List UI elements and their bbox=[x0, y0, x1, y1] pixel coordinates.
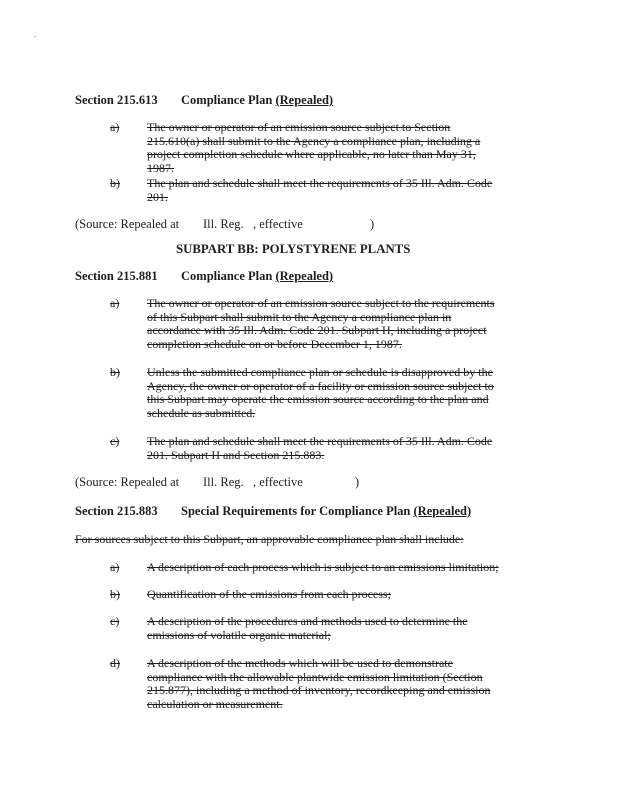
section-title bbox=[181, 504, 471, 519]
item-text: The plan and schedule shall meet the requirements of 35 Ill. Adm. Code 201. bbox=[147, 176, 493, 204]
item-label: c) bbox=[110, 614, 120, 628]
source-text: Repealed at bbox=[120, 475, 180, 489]
source-prefix: (Source: bbox=[75, 217, 118, 231]
item-label: b) bbox=[110, 365, 120, 379]
section-title-text: Special Requirements for Compliance Plan bbox=[181, 504, 411, 518]
section-status: (Repealed) bbox=[275, 269, 334, 283]
source-reg: Ill. Reg. bbox=[203, 217, 244, 231]
item-label: a) bbox=[110, 296, 120, 310]
source-close: ) bbox=[370, 217, 375, 231]
item-label: a) bbox=[110, 120, 120, 134]
source-text: Repealed at bbox=[120, 217, 180, 231]
source-note bbox=[75, 217, 179, 232]
source-reg: Ill. Reg. bbox=[203, 475, 244, 489]
item-text: A description of the procedures and methods used to determine the emissions of volatile organic material; bbox=[147, 614, 468, 642]
item-text: The plan and schedule shall meet the requirements of 35 Ill. Adm. Code 201. Subpart H and Section 215.883. bbox=[147, 434, 493, 462]
source-prefix: (Source: bbox=[75, 475, 118, 489]
section-number: Section 215.883 bbox=[75, 504, 158, 518]
section-title bbox=[181, 269, 333, 284]
item-label: d) bbox=[110, 656, 120, 670]
item-label: c) bbox=[110, 434, 120, 448]
item-text: A description of each process which is subject to an emissions limitation; bbox=[147, 560, 499, 574]
section-title bbox=[181, 93, 333, 108]
section-title-text: Compliance Plan bbox=[181, 269, 273, 283]
item-text: Quantification of the emissions from each process; bbox=[147, 587, 391, 601]
item-text: A description of the methods which will be used to demonstrate compliance with the allowable plantwide emission limitation (Section 215.877), including a method of inventory, recordkeeping and emission calculation or measurement. bbox=[147, 656, 491, 711]
section-status: (Repealed) bbox=[413, 504, 472, 518]
section-number: Section 215.881 bbox=[75, 269, 158, 283]
item-text: The owner or operator of an emission source subject to Section 215.610(a) shall submit to the Agency a compliance plan, including a project completion schedule where applicable, no later than May 31, 1987. bbox=[147, 120, 481, 175]
item-label: b) bbox=[110, 176, 120, 190]
item-text: The owner or operator of an emission source subject to the requirements of this Subpart shall submit to the Agency a compliance plan in accordance with 35 Ill. Adm. Code 201. Subpart H, including a project completion schedule on or before December 1, 1987. bbox=[147, 296, 495, 351]
subpart-heading: SUBPART BB: POLYSTYRENE PLANTS bbox=[176, 242, 411, 256]
item-label: a) bbox=[110, 560, 120, 574]
item-text: Unless the submitted compliance plan or schedule is disapproved by the Agency, the owner or operator of a facility or emission source subject to this Subpart may operate the emission source according to the plan and schedule as submitted. bbox=[147, 365, 494, 420]
source-note bbox=[75, 475, 179, 490]
source-effective: , effective bbox=[253, 475, 303, 489]
section-status: (Repealed) bbox=[275, 93, 334, 107]
section-number: Section 215.613 bbox=[75, 93, 158, 107]
section-title-text: Compliance Plan bbox=[181, 93, 273, 107]
item-label: b) bbox=[110, 587, 120, 601]
source-close: ) bbox=[355, 475, 360, 489]
scan-speck bbox=[34, 36, 36, 37]
source-effective: , effective bbox=[253, 217, 303, 231]
section-intro: For sources subject to this Subpart, an approvable compliance plan shall include: bbox=[75, 532, 464, 546]
